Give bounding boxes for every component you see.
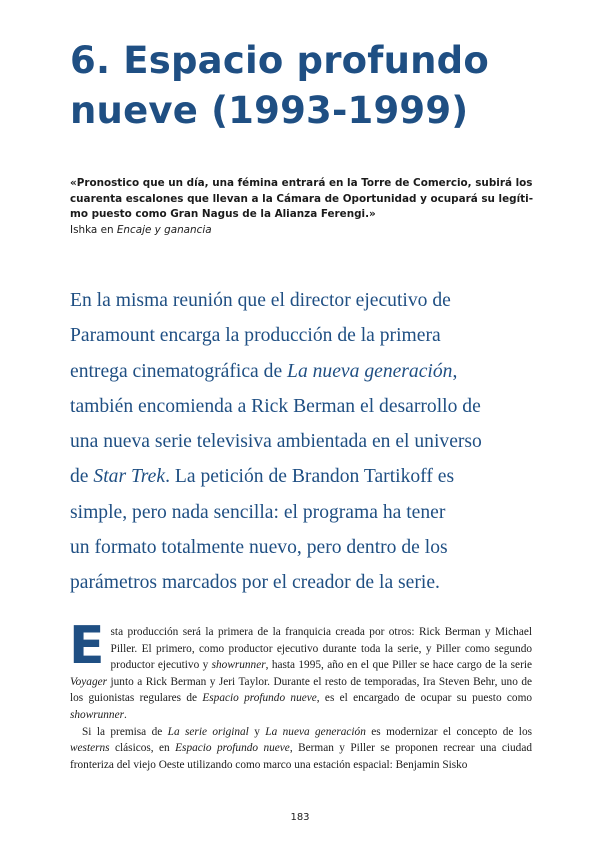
lead-line: En la misma reunión que el director ejecutivo de	[70, 290, 451, 311]
lead-text: ,	[452, 360, 458, 382]
body-text-run: clásicos, en	[109, 742, 176, 755]
lead-line: una nueva serie televisiva ambientada en el universo	[70, 431, 482, 453]
drop-cap: E	[69, 616, 105, 676]
chapter-title-line-2: nueve (1993-1999)	[70, 89, 469, 132]
body-italic: showrunner	[211, 659, 266, 672]
body-text-run: y	[248, 725, 266, 738]
epigraph-quote-line: cuarenta escalones que llevan a la Cámara de Oportunidad y ocupará su legíti-	[70, 192, 534, 205]
body-text-run: sta producción será la primera de la franquicia creada por otros: Rick Berman y Michael Piller. El primero, como productor ejecutivo durante toda la serie, y Piller como segundo productor ejecutivo y	[110, 626, 532, 672]
epigraph-quote	[70, 176, 532, 223]
body-paragraph-1	[69, 616, 533, 724]
lead-line: simple, pero nada sencilla: el programa ha tener	[70, 501, 446, 523]
body-italic: Voyager	[70, 675, 108, 688]
body-text-run: , Berman y Piller se proponen recrear una ciudad fronteriza del viejo Oeste utilizando como marco una estación espacial: Benjamin Sisko	[70, 742, 532, 771]
lead-line	[70, 354, 540, 389]
epigraph-attribution-prefix: Ishka en	[70, 223, 117, 236]
body-text-run: Si la premisa de	[82, 725, 168, 738]
body-text-run: , es el encargado de ocupar su puesto como	[316, 692, 533, 705]
body-text	[69, 616, 533, 773]
lead-italic-title: Star Trek	[93, 466, 166, 488]
lead-italic-title: La nueva generación	[287, 360, 453, 382]
body-italic: La nueva generación	[265, 725, 366, 738]
lead-line: Paramount encarga la producción de la primera	[70, 325, 441, 347]
lead-line: parámetros marcados por el creador de la serie.	[70, 572, 440, 594]
body-text-run: junto a Rick Berman y Jeri Taylor. Durante el resto de temporadas, Ira Steven Behr, uno de los guionistas regulares de	[70, 675, 532, 705]
epigraph	[70, 176, 532, 238]
body-text-run: es modernizar el concepto de los	[365, 725, 532, 738]
body-italic: La serie original	[167, 725, 249, 738]
body-paragraph-2	[70, 724, 532, 774]
lead-text: entrega cinematográfica de	[70, 360, 288, 382]
epigraph-quote-line: mo puesto como Gran Nagus de la Alianza Ferengi.»	[70, 208, 376, 220]
chapter-title	[70, 36, 550, 136]
body-italic: westerns	[70, 742, 110, 755]
lead-line	[70, 459, 540, 494]
lead-line: un formato totalmente nuevo, pero dentro de los	[70, 537, 448, 559]
body-italic: Espacio profundo nueve	[202, 692, 317, 705]
lead-paragraph	[70, 283, 540, 601]
body-text-run: .	[123, 708, 127, 721]
body-italic: showrunner	[70, 708, 124, 721]
lead-line: también encomienda a Rick Berman el desarrollo de	[70, 395, 481, 417]
page-number: 183	[290, 812, 310, 823]
lead-text: de	[70, 466, 94, 488]
lead-text: . La petición de Brandon Tartikoff es	[165, 466, 455, 488]
epigraph-attribution	[70, 223, 532, 239]
epigraph-attribution-work: Encaje y ganancia	[116, 223, 212, 236]
chapter-title-line-1: 6. Espacio profundo	[70, 39, 489, 82]
epigraph-quote-line: «Pronostico que un día, una fémina entrará en la Torre de Comercio, subirá los	[70, 177, 533, 189]
body-italic: Espacio profundo nueve	[175, 742, 290, 755]
body-text-run: , hasta 1995, año en el que Piller se hace cargo de la serie	[265, 659, 532, 672]
